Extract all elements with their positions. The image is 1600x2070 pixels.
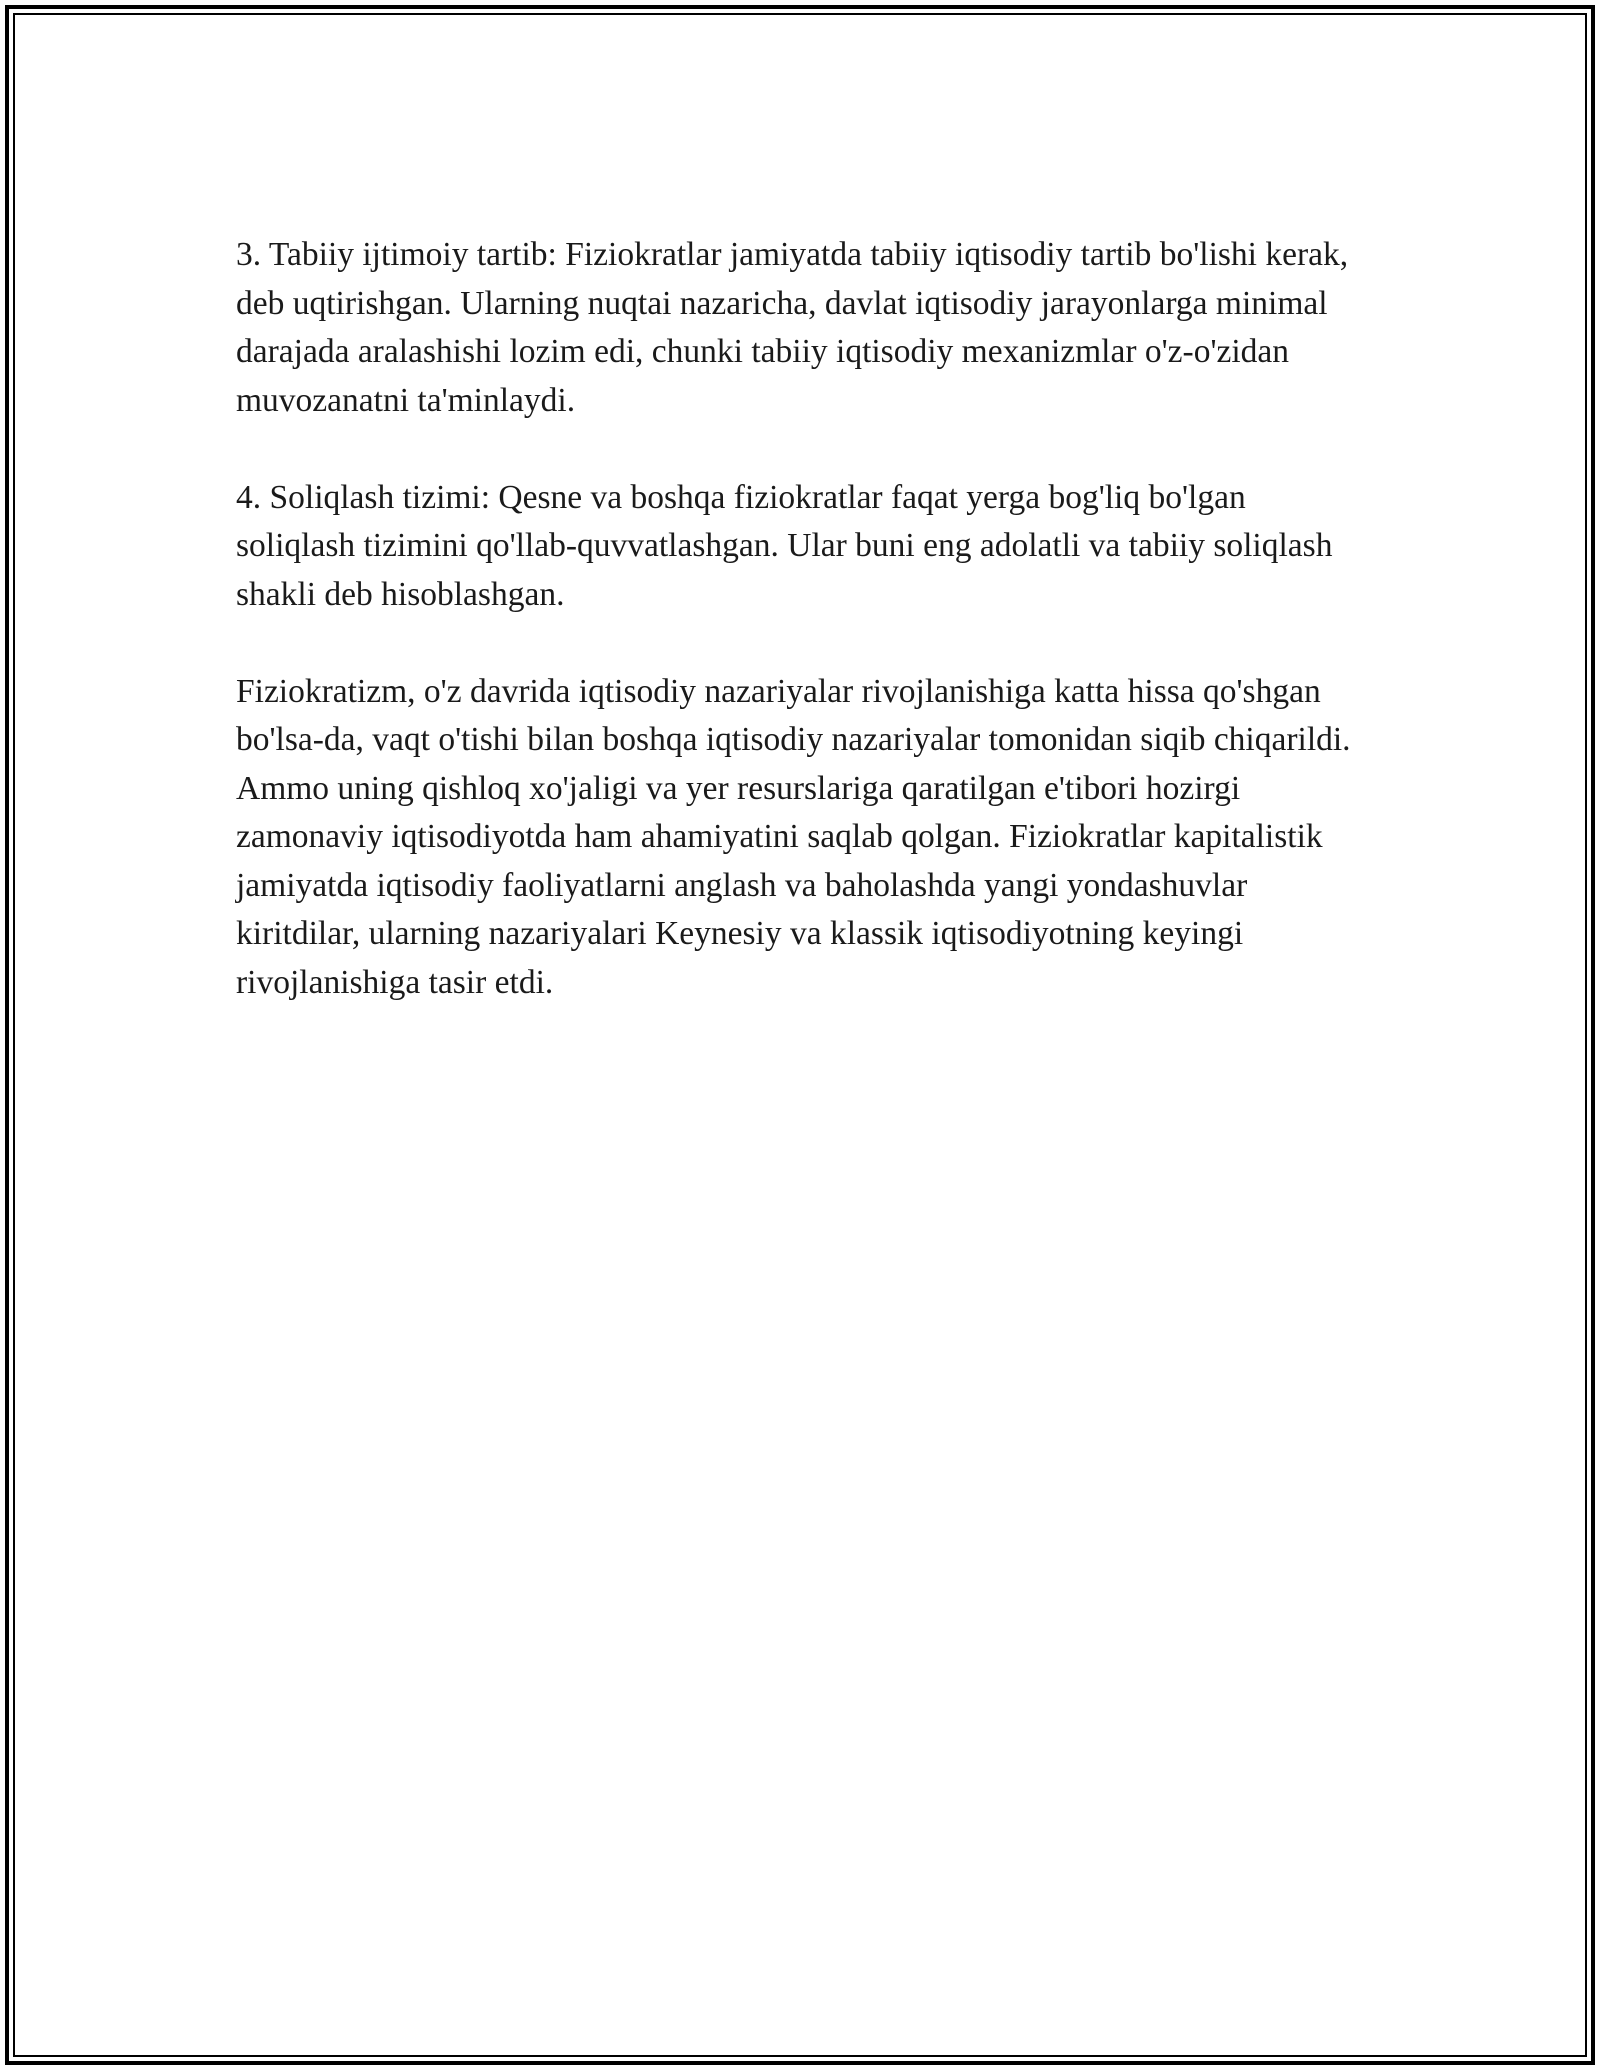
paragraph-natural-social-order: 3. Tabiiy ijtimoiy tartib: Fiziokratlar jamiyatda tabiiy iqtisodiy tartib bo'lishi kerak, deb uqtirishgan. Ularning nuqtai nazaricha, davlat iqtisodiy jarayonlarga minimal darajada aralashishi lozim edi, chunki tabiiy iqtisodiy mexanizmlar o'z-o'zidan muvozanatni ta'minlaydi. [236, 236, 1349, 419]
paragraph-physiocracy-conclusion: Fiziokratizm, o'z davrida iqtisodiy nazariyalar rivojlanishiga katta hissa qo'shgan bo'lsa-da, vaqt o'tishi bilan boshqa iqtisodiy nazariyalar tomonidan siqib chiqarildi. Ammo uning qishloq xo'jaligi va yer resurslariga qaratilgan e'tibori hozirgi zamonaviy iqtisodiyotda ham ahamiyatini saqlab qolgan. Fiziokratlar kapitalistik jamiyatda iqtisodiy faoliyatlarni anglash va baholashda yangi yondashuvlar kiritdilar, ularning nazariyalari Keynesiy va klassik iqtisodiyotning keyingi rivojlanishiga tasir etdi. [236, 672, 1351, 1001]
document-body [236, 231, 1366, 1056]
paragraph-taxation-system: 4. Soliqlash tizimi: Qesne va boshqa fiziokratlar faqat yerga bog'liq bo'lgan soliqlash tizimini qo'llab-quvvatlashgan. Ular buni eng adolatli va tabiiy soliqlash shakli deb hisoblashgan. [236, 478, 1333, 613]
